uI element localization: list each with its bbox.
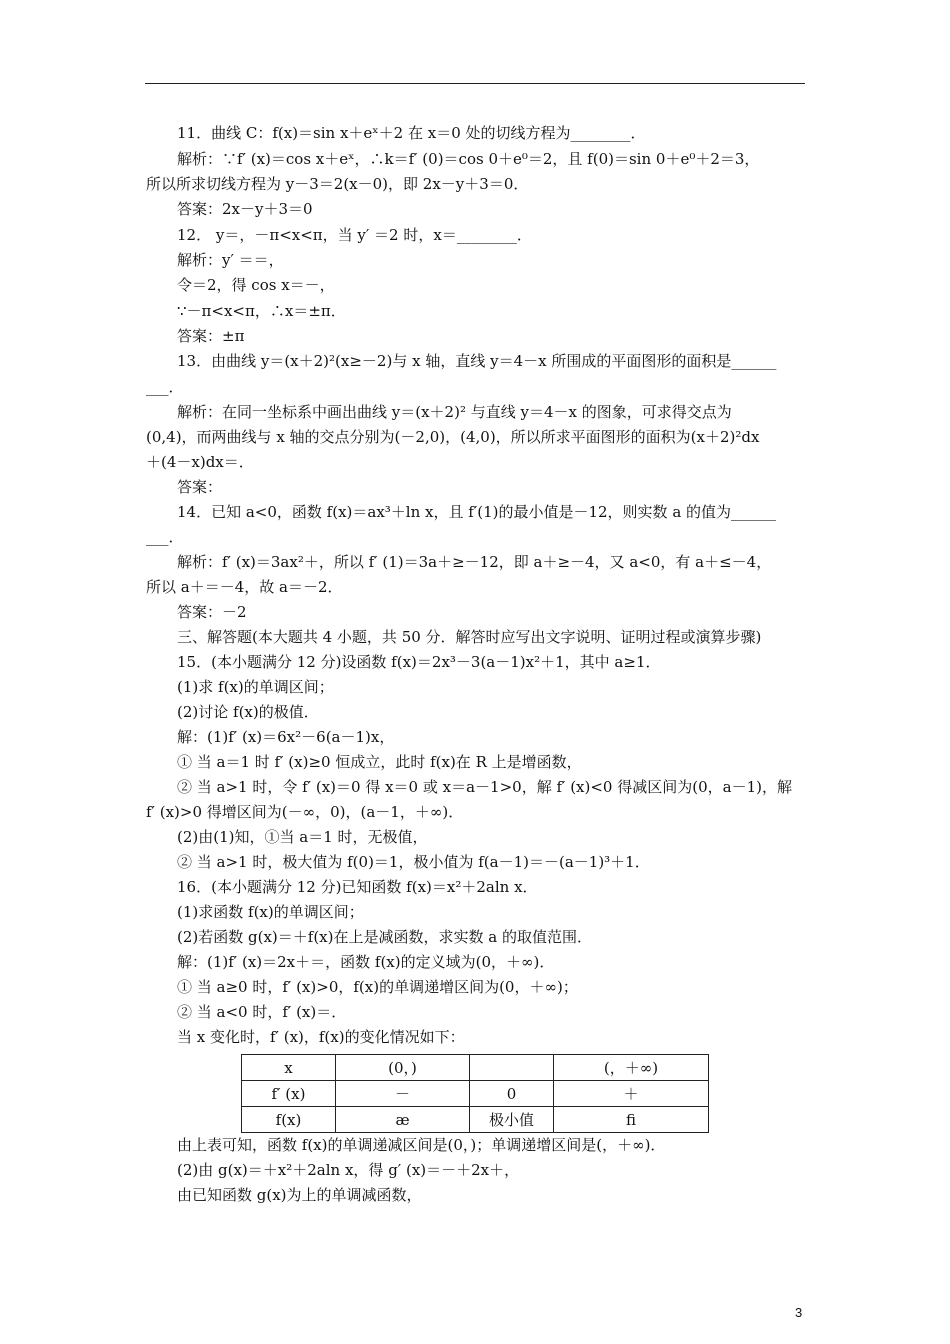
table-cell: (0，) (336, 1055, 470, 1081)
text-line: 解：(1)f′ (x)＝2x＋＝，函数 f(x)的定义域为(0，＋∞)． (177, 953, 555, 971)
text-line: 答案：－2 (177, 603, 247, 621)
text-line: 解：(1)f′ (x)＝6x²－6(a－1)x， (177, 728, 395, 746)
text-line: 解析：y′ ＝＝， (177, 251, 284, 269)
table-row (242, 1055, 709, 1081)
text-line: (2)讨论 f(x)的极值． (177, 703, 319, 721)
text-line: 所以 a＋＝－4，故 a＝－2． (146, 578, 343, 596)
text-line: ① 当 a≥0 时，f′ (x)>0，f(x)的单调递增区间为(0，＋∞)； (177, 978, 578, 996)
text-line: 11．曲线 C：f(x)＝sin x＋eˣ＋2 在 x＝0 处的切线方程为________． (177, 124, 646, 142)
text-line: ___． (146, 378, 184, 396)
page-number: 3 (795, 1305, 803, 1320)
text-line: 三、解答题(本大题共 4 小题，共 50 分．解答时应写出文字说明、证明过程或演算步骤) (177, 628, 762, 646)
table-cell: 0 (470, 1081, 554, 1107)
text-line: 16．(本小题满分 12 分)已知函数 f(x)＝x²＋2aln x． (177, 878, 538, 896)
table-cell: ﬁ (554, 1107, 709, 1133)
text-line: ∵－π<x<π，∴x＝±π． (177, 302, 346, 320)
table-cell: 极小值 (470, 1107, 554, 1133)
text-line: 12． y＝，－π<x<π，当 y′ ＝2 时，x＝________． (177, 226, 532, 244)
table-cell: æ (336, 1107, 470, 1133)
text-line: 由已知函数 g(x)为上的单调减函数， (177, 1186, 422, 1204)
table-cell: ＋ (554, 1081, 709, 1107)
text-line: (2)若函数 g(x)＝＋f(x)在上是减函数，求实数 a 的取值范围． (177, 928, 592, 946)
text-line: 解析：f′ (x)＝3ax²＋，所以 f′ (1)＝3a＋≥－12，即 a＋≥－4，又 a<0，有 a＋≤－4， (177, 553, 772, 571)
header-rule (145, 83, 805, 84)
text-line: 所以所求切线方程为 y－3＝2(x－0)，即 2x－y＋3＝0． (146, 175, 529, 193)
text-line: (1)求 f(x)的单调区间； (177, 678, 334, 696)
text-line: ② 当 a>1 时，极大值为 f(0)＝1，极小值为 f(a－1)＝－(a－1)³＋1． (177, 853, 650, 871)
text-line: ① 当 a＝1 时 f′ (x)≥0 恒成立，此时 f(x)在 R 上是增函数， (177, 753, 582, 771)
text-line: (1)求函数 f(x)的单调区间； (177, 903, 364, 921)
variation-table (241, 1054, 709, 1133)
text-line: 答案：2x－y＋3＝0 (177, 200, 313, 218)
text-line: 由上表可知，函数 f(x)的单调递减区间是(0，)；单调递增区间是(，＋∞)． (177, 1136, 666, 1154)
text-line: f′ (x)>0 得增区间为(－∞，0)，(a－1，＋∞)． (146, 803, 464, 821)
text-line: 13．由曲线 y＝(x＋2)²(x≥－2)与 x 轴，直线 y＝4－x 所围成的平面图形的面积是______ (177, 352, 777, 370)
text-line: (2)由 g(x)＝＋x²＋2aln x，得 g′ (x)＝－＋2x＋， (177, 1161, 520, 1179)
text-line: 令＝2，得 cos x＝－， (177, 276, 335, 294)
table-cell: (，＋∞) (554, 1055, 709, 1081)
text-line: (0,4)，而两曲线与 x 轴的交点分别为(－2,0)，(4,0)，所以所求平面图形的面积为(x＋2)²dx (146, 428, 760, 446)
text-line: ② 当 a<0 时，f′ (x)＝． (177, 1003, 347, 1021)
text-line: (2)由(1)知，①当 a＝1 时，无极值， (177, 828, 428, 846)
text-line: 当 x 变化时，f′ (x)，f(x)的变化情况如下： (177, 1028, 465, 1046)
text-line: ___． (146, 528, 184, 546)
text-line: ② 当 a>1 时，令 f′ (x)＝0 得 x＝0 或 x＝a－1>0，解 f′ (x)<0 得减区间为(0，a－1)，解 (177, 778, 792, 796)
text-line: 14．已知 a<0，函数 f(x)＝ax³＋ln x，且 f′(1)的最小值是－12，则实数 a 的值为______ (177, 503, 777, 521)
text-line: ＋(4－x)dx＝． (146, 453, 254, 471)
text-line: 解析：∵f′ (x)＝cos x＋eˣ，∴k＝f′ (0)＝cos 0＋e⁰＝2，且 f(0)＝sin 0＋e⁰＋2＝3， (177, 150, 760, 168)
table-cell: f′ (x) (242, 1081, 336, 1107)
text-line: 答案：±π (177, 327, 245, 345)
table-cell: f(x) (242, 1107, 336, 1133)
table-cell: － (336, 1081, 470, 1107)
table-row (242, 1081, 709, 1107)
text-line: 解析：在同一坐标系中画出曲线 y＝(x＋2)² 与直线 y＝4－x 的图象，可求得交点为 (177, 403, 732, 421)
table-cell: x (242, 1055, 336, 1081)
table-row (242, 1107, 709, 1133)
table-cell (470, 1055, 554, 1081)
text-line: 15．(本小题满分 12 分)设函数 f(x)＝2x³－3(a－1)x²＋1，其中 a≥1． (177, 653, 661, 671)
text-line: 答案： (177, 478, 223, 496)
